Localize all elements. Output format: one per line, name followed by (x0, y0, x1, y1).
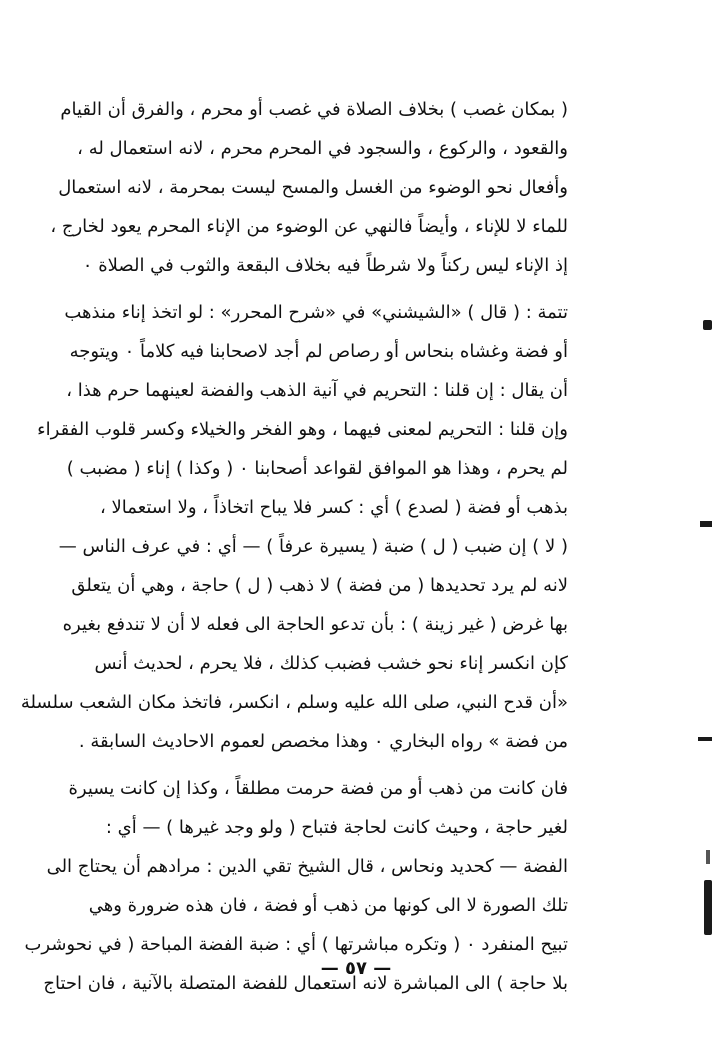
text-line: «أن قدح النبي، صلى الله عليه وسلم ، انكسر، فاتخذ مكان الشعب سلسلة (20, 692, 568, 713)
text-line: لغير حاجة ، وحيث كانت لحاجة فتباح ( ولو وجد غيرها ) — أي : (105, 817, 568, 838)
text-line: أن يقال : إن قلنا : التحريم في آنية الذهب والفضة لعينهما حرم هذا ، (66, 380, 568, 401)
text-line: كإن انكسر إناء نحو خشب فضبب كذلك ، فلا يحرم ، لحديث أنس (94, 653, 568, 674)
text-line: بها غرض ( غير زينة ) : بأن تدعو الحاجة الى فعله لا أن لا تندفع بغيره (62, 614, 568, 635)
text-line: ( لا ) إن ضبب ( ل ) ضبة ( يسيرة عرفاً ) — أي : في عرف الناس — (58, 536, 568, 557)
text-line: للماء لا للإناء ، وأيضاً فالنهي عن الوضوء من الإناء المحرم يعود لخارج ، (50, 216, 568, 237)
scan-edge-mark (698, 737, 712, 741)
body-text (20, 90, 568, 1003)
text-line: وأفعال نحو الوضوء من الغسل والمسح ليست بمحرمة ، لانه استعمال (58, 177, 568, 198)
paragraph-gap (138, 285, 568, 293)
text-line: لم يحرم ، وهذا هو الموافق لقواعد أصحابنا ٠ ( وكذا ) إناء ( مضبب ) (66, 458, 568, 479)
scan-edge-mark (700, 521, 712, 527)
scan-edge-mark (704, 880, 712, 935)
text-line: بلا حاجة ) الى المباشرة لانه استعمال للفضة المتصلة بالآنية ، فان احتاج (43, 973, 568, 994)
scan-edge-mark (703, 320, 712, 330)
text-line: تلك الصورة لا الى كونها من ذهب أو فضة ، فان هذه ضرورة وهي (88, 895, 568, 916)
text-line: تتمة : ( قال ) «الشيشني» في «شرح المحرر» : لو اتخذ إناء منذهب (64, 302, 568, 323)
scan-edge-mark (706, 850, 710, 864)
paragraph-2 (20, 293, 568, 761)
text-line: ( بمكان غصب ) بخلاف الصلاة في غصب أو محرم ، والفرق أن القيام (60, 99, 568, 120)
text-line: أو فضة وغشاه بنحاس أو رصاص لم أجد لاصحابنا فيه كلاماً ٠ ويتوجه (69, 341, 568, 362)
text-line: من فضة » رواه البخاري ٠ وهذا مخصص لعموم الاحاديث السابقة . (78, 731, 568, 752)
text-line: لانه لم يرد تحديدها ( من فضة ) لا ذهب ( ل ) حاجة ، وهي أن يتعلق (71, 575, 568, 596)
text-line: فان كانت من ذهب أو من فضة حرمت مطلقاً ، وكذا إن كانت يسيرة (68, 778, 568, 799)
text-line: إذ الإناء ليس ركناً ولا شرطاً فيه بخلاف البقعة والثوب في الصلاة ٠ (82, 255, 568, 276)
text-line: والقعود ، والركوع ، والسجود في المحرم محرم ، لانه استعمال له ، (77, 138, 568, 159)
text-line: وإن قلنا : التحريم لمعنى فيهما ، وهو الفخر والخيلاء وكسر قلوب الفقراء (37, 419, 568, 440)
text-line: تبيح المنفرد ٠ ( وتكره مباشرتها ) أي : ضبة الفضة المباحة ( في نحوشرب (24, 934, 568, 955)
paragraph-1 (50, 90, 568, 285)
text-line: بذهب أو فضة ( لصدع ) أي : كسر فلا يباح اتخاذاً ، ولا استعمالا ، (100, 497, 568, 518)
page-number: — ٥٧ — (320, 958, 392, 979)
paragraph-gap (138, 761, 568, 769)
text-line: الفضة — كحديد ونحاس ، قال الشيخ تقي الدين : مرادهم أن يحتاج الى (46, 856, 568, 877)
